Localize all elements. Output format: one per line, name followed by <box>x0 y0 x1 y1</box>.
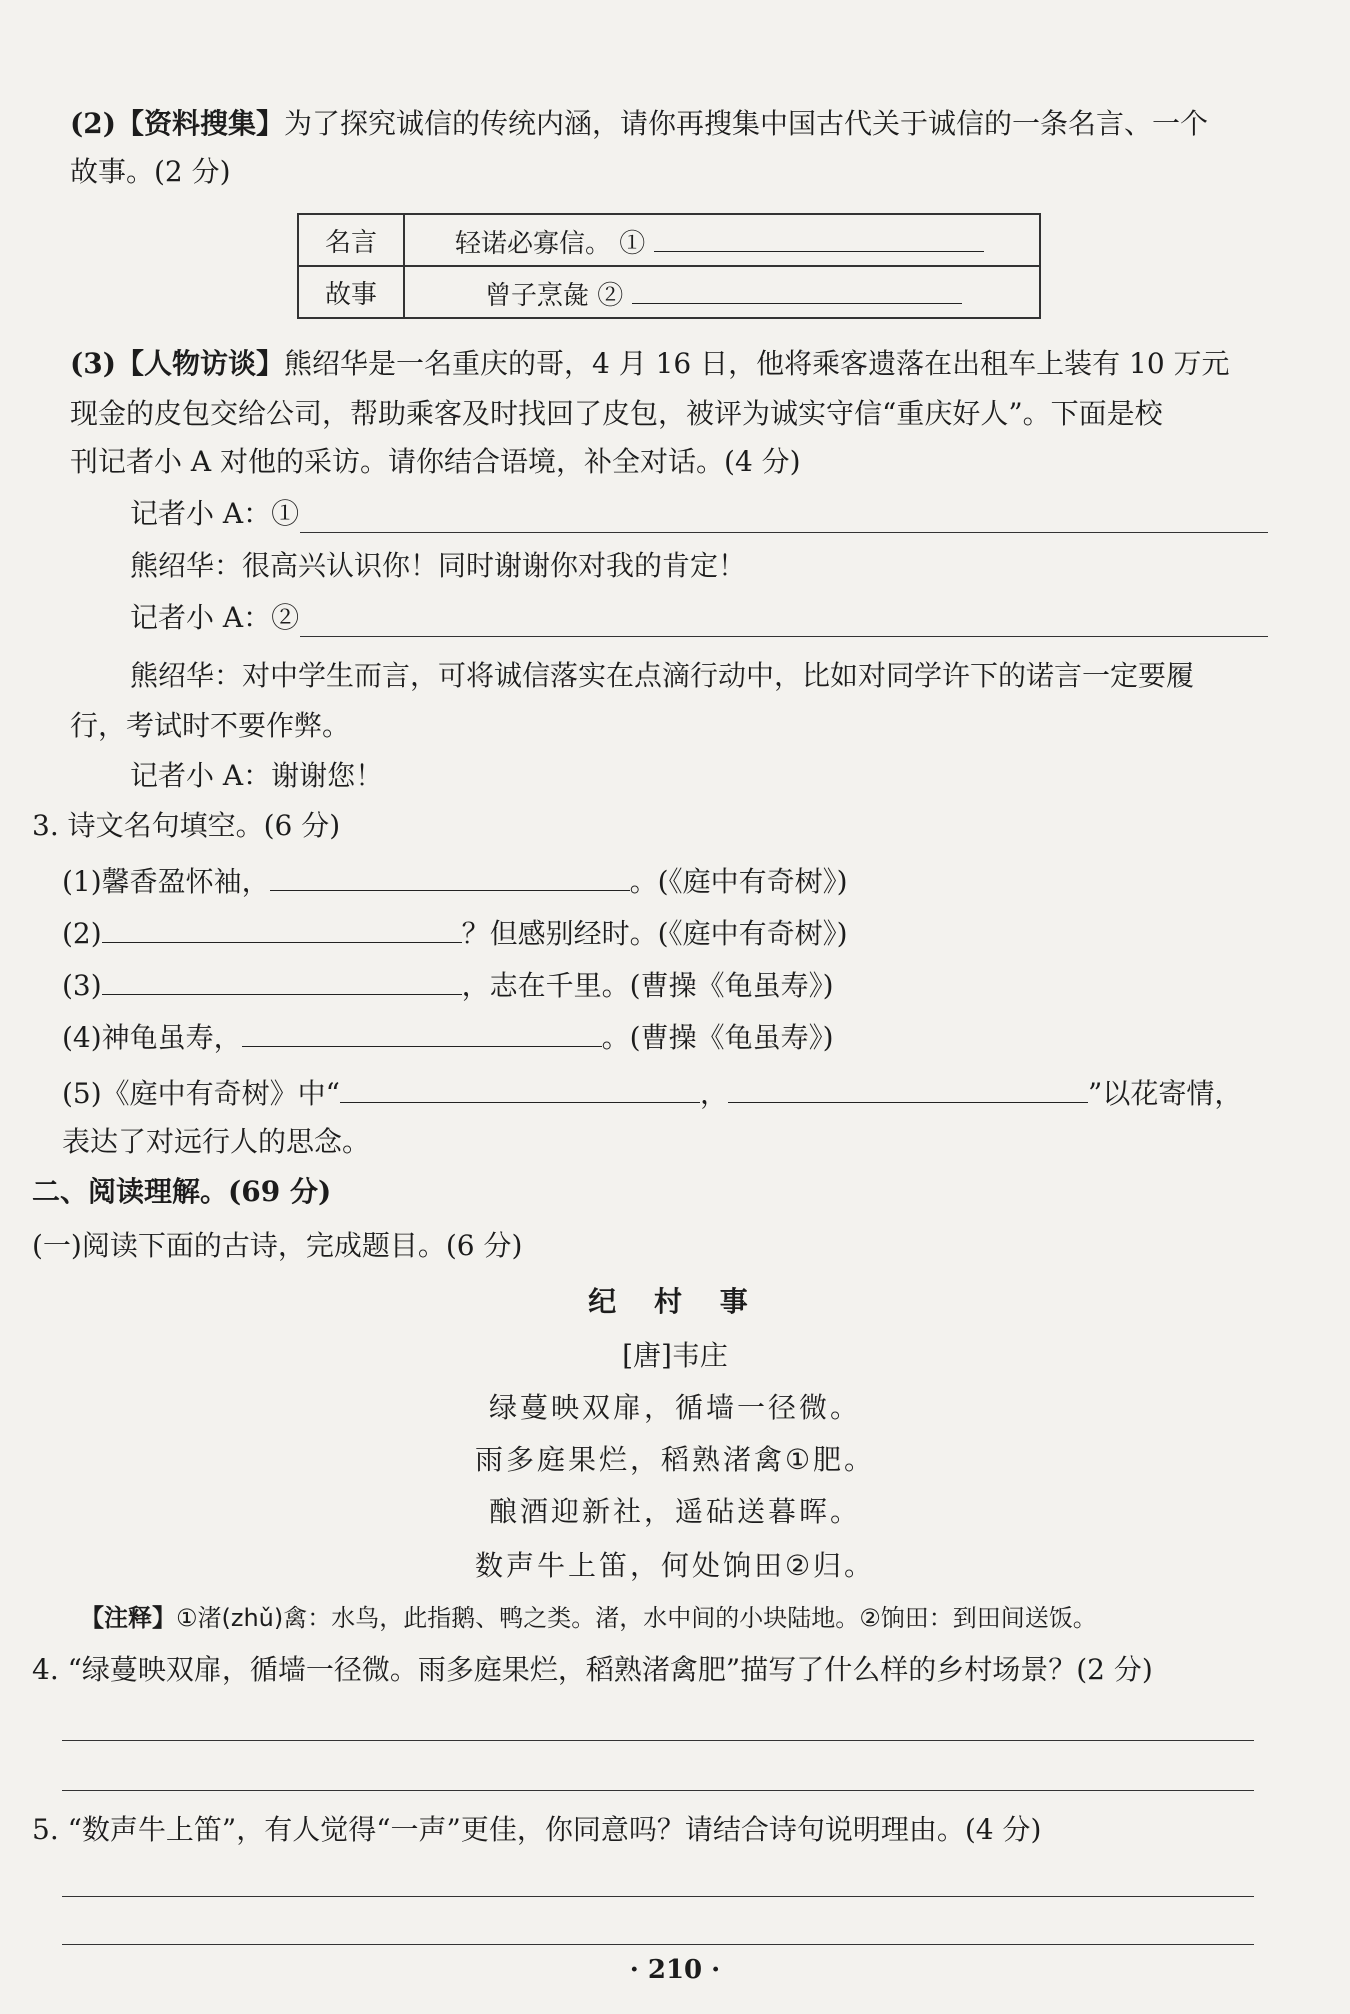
quote-blank[interactable] <box>654 221 984 252</box>
q3-item-1 <box>62 860 848 902</box>
quote-content: 轻诺必寡信。 ① <box>455 228 646 259</box>
table-head-quote: 名言 <box>298 214 404 266</box>
q2-2-text1: 为了探究诚信的传统内涵，请你再搜集中国古代关于诚信的一条名言、一个 <box>283 107 1208 140</box>
story-blank[interactable] <box>632 273 962 304</box>
q3-item-2 <box>62 912 848 954</box>
dialog-reporter-2: 记者小 A：② <box>130 601 300 634</box>
q3-title: 3. 诗文名句填空。(6 分) <box>32 809 341 842</box>
q2-3-line3: 刊记者小 A 对他的采访。请你结合语境，补全对话。(4 分) <box>70 445 801 478</box>
q3-5-prefix: (5)《庭中有奇树》中“ <box>62 1077 340 1110</box>
q3-2-blank[interactable] <box>102 912 462 943</box>
q2-2-label: (2)【资料搜集】 <box>70 107 284 140</box>
q3-2-prefix: (2) <box>62 917 102 950</box>
dialog-xiong-2b: 行，考试时不要作弊。 <box>70 709 351 742</box>
q3-3-blank[interactable] <box>102 964 462 995</box>
q3-5-blank-b[interactable] <box>728 1072 1088 1103</box>
answer-line-reporter-1[interactable] <box>300 532 1268 533</box>
q3-item-5-cont: 表达了对远行人的思念。 <box>62 1125 371 1158</box>
story-content: 曾子烹彘 ② <box>485 280 624 311</box>
poem-line-1: 绿蔓映双扉，循墙一径微。 <box>488 1391 861 1424</box>
q3-5-comma: ， <box>699 1077 728 1110</box>
section-2-sub1: (一)阅读下面的古诗，完成题目。(6 分) <box>32 1229 523 1262</box>
q2-2-line1 <box>70 104 1208 144</box>
q3-4-prefix: (4)神龟虽寿， <box>62 1021 242 1054</box>
q3-4-blank[interactable] <box>242 1016 602 1047</box>
q3-1-blank[interactable] <box>270 860 630 891</box>
q5-answer-line-2[interactable] <box>62 1944 1254 1945</box>
page-number: · 210 · <box>629 1955 721 1985</box>
table-cell-story <box>404 266 1040 318</box>
poem-author: [唐]韦庄 <box>622 1339 728 1372</box>
note-label: 【注释】 <box>80 1603 176 1632</box>
q2-3-label: (3)【人物访谈】 <box>70 347 284 380</box>
q3-3-prefix: (3) <box>62 969 102 1002</box>
poem-line-3: 酿酒迎新社，遥砧送暮晖。 <box>488 1495 861 1528</box>
q4-answer-line-2[interactable] <box>62 1790 1254 1791</box>
q3-5-suffix: ”以花寄情， <box>1088 1077 1243 1110</box>
q3-item-3 <box>62 964 834 1006</box>
q3-1-prefix: (1)馨香盈怀袖， <box>62 865 270 898</box>
q5-text: 5. “数声牛上笛”，有人觉得“一声”更佳，你同意吗？请结合诗句说明理由。(4 分) <box>32 1813 1042 1846</box>
q3-item-4 <box>62 1016 834 1058</box>
q2-2-line2: 故事。(2 分) <box>70 155 231 188</box>
q3-5-blank-a[interactable] <box>340 1072 700 1103</box>
reference-table <box>297 213 1041 319</box>
q3-item-5 <box>62 1072 1242 1114</box>
poem-line-2: 雨多庭果烂，稻熟渚禽①肥。 <box>474 1443 876 1476</box>
answer-line-reporter-2[interactable] <box>300 636 1268 637</box>
q3-4-suffix: 。(曹操《龟虽寿》) <box>601 1021 834 1054</box>
q5-answer-line-1[interactable] <box>62 1896 1254 1897</box>
q4-answer-line-1[interactable] <box>62 1740 1254 1741</box>
poem-note <box>80 1598 1097 1638</box>
table-cell-quote <box>404 214 1040 266</box>
note-text: ①渚(zhǔ)禽：水鸟，此指鹅、鸭之类。渚，水中间的小块陆地。②饷田：到田间送饭。 <box>176 1604 1097 1632</box>
dialog-xiong-2a: 熊绍华：对中学生而言，可将诚信落实在点滴行动中，比如对同学许下的诺言一定要履 <box>130 659 1195 692</box>
poem-title: 纪 村 事 <box>588 1285 762 1318</box>
table-row <box>298 214 1040 266</box>
section-2-title: 二、阅读理解。(69 分) <box>32 1175 332 1208</box>
table-row <box>298 266 1040 318</box>
dialog-reporter-3: 记者小 A：谢谢您！ <box>130 759 384 792</box>
q2-3-line1 <box>70 344 1230 384</box>
poem-line-4: 数声牛上笛，何处饷田②归。 <box>474 1549 876 1582</box>
q3-3-suffix: ，志在千里。(曹操《龟虽寿》) <box>461 969 834 1002</box>
q2-3-line2: 现金的皮包交给公司，帮助乘客及时找回了皮包，被评为诚实守信“重庆好人”。下面是校 <box>70 397 1163 430</box>
q3-2-suffix: ？但感别经时。(《庭中有奇树》) <box>461 917 848 950</box>
table-head-story: 故事 <box>298 266 404 318</box>
q4-text: 4. “绿蔓映双扉，循墙一径微。雨多庭果烂，稻熟渚禽肥”描写了什么样的乡村场景？(2 分) <box>32 1653 1153 1686</box>
dialog-reporter-1: 记者小 A：① <box>130 497 300 530</box>
q3-1-suffix: 。(《庭中有奇树》) <box>629 865 848 898</box>
q2-3-text1: 熊绍华是一名重庆的哥，4 月 16 日，他将乘客遗落在出租车上装有 10 万元 <box>283 347 1230 380</box>
dialog-xiong-1: 熊绍华：很高兴认识你！同时谢谢你对我的肯定！ <box>130 549 747 582</box>
